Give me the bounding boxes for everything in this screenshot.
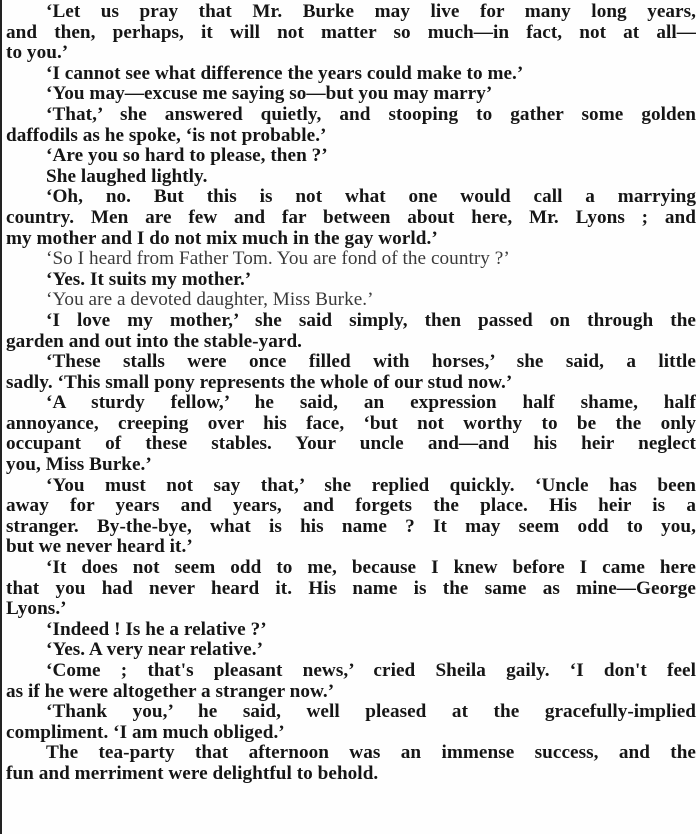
text-line: ‘Yes. A very near relative.’ [46, 640, 264, 661]
text-line: fun and merriment were delightful to behold. [6, 763, 379, 784]
text-line: ‘These stalls were once filled with horses,’ she said, a little [46, 352, 696, 373]
text-line: sadly. ‘This small pony represents the whole of our stud now.’ [6, 372, 513, 393]
text-line: you, Miss Burke.’ [6, 455, 152, 476]
text-line: away for years and years, and forgets the place. His heir is a [6, 496, 696, 517]
text-line: Lyons.’ [6, 599, 67, 620]
text-line: and then, perhaps, it will not matter so much—in fact, not at all— [6, 22, 696, 43]
text-line: compliment. ‘I am much obliged.’ [6, 722, 285, 743]
text-line: ‘I love my mother,’ she said simply, then passed on through the [46, 310, 696, 331]
text-line: ‘You may—excuse me saying so—but you may marry’ [46, 84, 493, 105]
text-line: country. Men are few and far between about here, Mr. Lyons ; and [6, 207, 696, 228]
text-line: but we never heard it.’ [6, 537, 193, 558]
text-line: ‘So I heard from Father Tom. You are fond of the country ?’ [46, 249, 510, 270]
text-line: ‘Thank you,’ he said, well pleased at the gracefully-implied [46, 702, 696, 723]
text-line: ‘That,’ she answered quietly, and stooping to gather some golden [46, 104, 696, 125]
text-line: daffodils as he spoke, ‘is not probable.’ [6, 125, 327, 146]
text-line: ‘You are a devoted daughter, Miss Burke.’ [46, 290, 374, 311]
text-line: occupant of these stables. Your uncle and—and his heir neglect [6, 434, 696, 455]
text-line: annoyance, creeping over his face, ‘but not worthy to be the only [6, 413, 696, 434]
text-line: to you.’ [6, 43, 69, 64]
text-line: ‘Come ; that's pleasant news,’ cried Sheila gaily. ‘I don't feel [46, 661, 696, 681]
text-line: my mother and I do not mix much in the gay world.’ [6, 228, 438, 249]
text-line: ‘A sturdy fellow,’ he said, an expression half shame, half [46, 393, 696, 414]
text-line: that you had never heard it. His name is the same as mine—George [6, 578, 696, 599]
text-line: ‘Oh, no. But this is not what one would call a marrying [46, 187, 696, 208]
text-line: ‘Let us pray that Mr. Burke may live for many long years, [46, 2, 696, 22]
text-line: ‘You must not say that,’ she replied quickly. ‘Uncle has been [46, 475, 696, 496]
text-line: garden and out into the stable-yard. [6, 331, 303, 352]
text-line: ‘It does not seem odd to me, because I knew before I came here [46, 558, 696, 579]
text-line: The tea-party that afternoon was an immense success, and the [46, 743, 696, 764]
text-line: ‘Yes. It suits my mother.’ [46, 269, 252, 290]
text-line: She laughed lightly. [46, 166, 208, 187]
text-line: stranger. By-the-bye, what is his name ? It may seem odd to you, [6, 516, 696, 537]
text-line: as if he were altogether a stranger now.’ [6, 681, 335, 702]
text-line: ‘Indeed ! Is he a relative ?’ [46, 619, 267, 640]
text-line: ‘I cannot see what difference the years could make to me.’ [46, 63, 524, 84]
text-line: ‘Are you so hard to please, then ?’ [46, 146, 328, 167]
article-text-column [6, 2, 696, 785]
